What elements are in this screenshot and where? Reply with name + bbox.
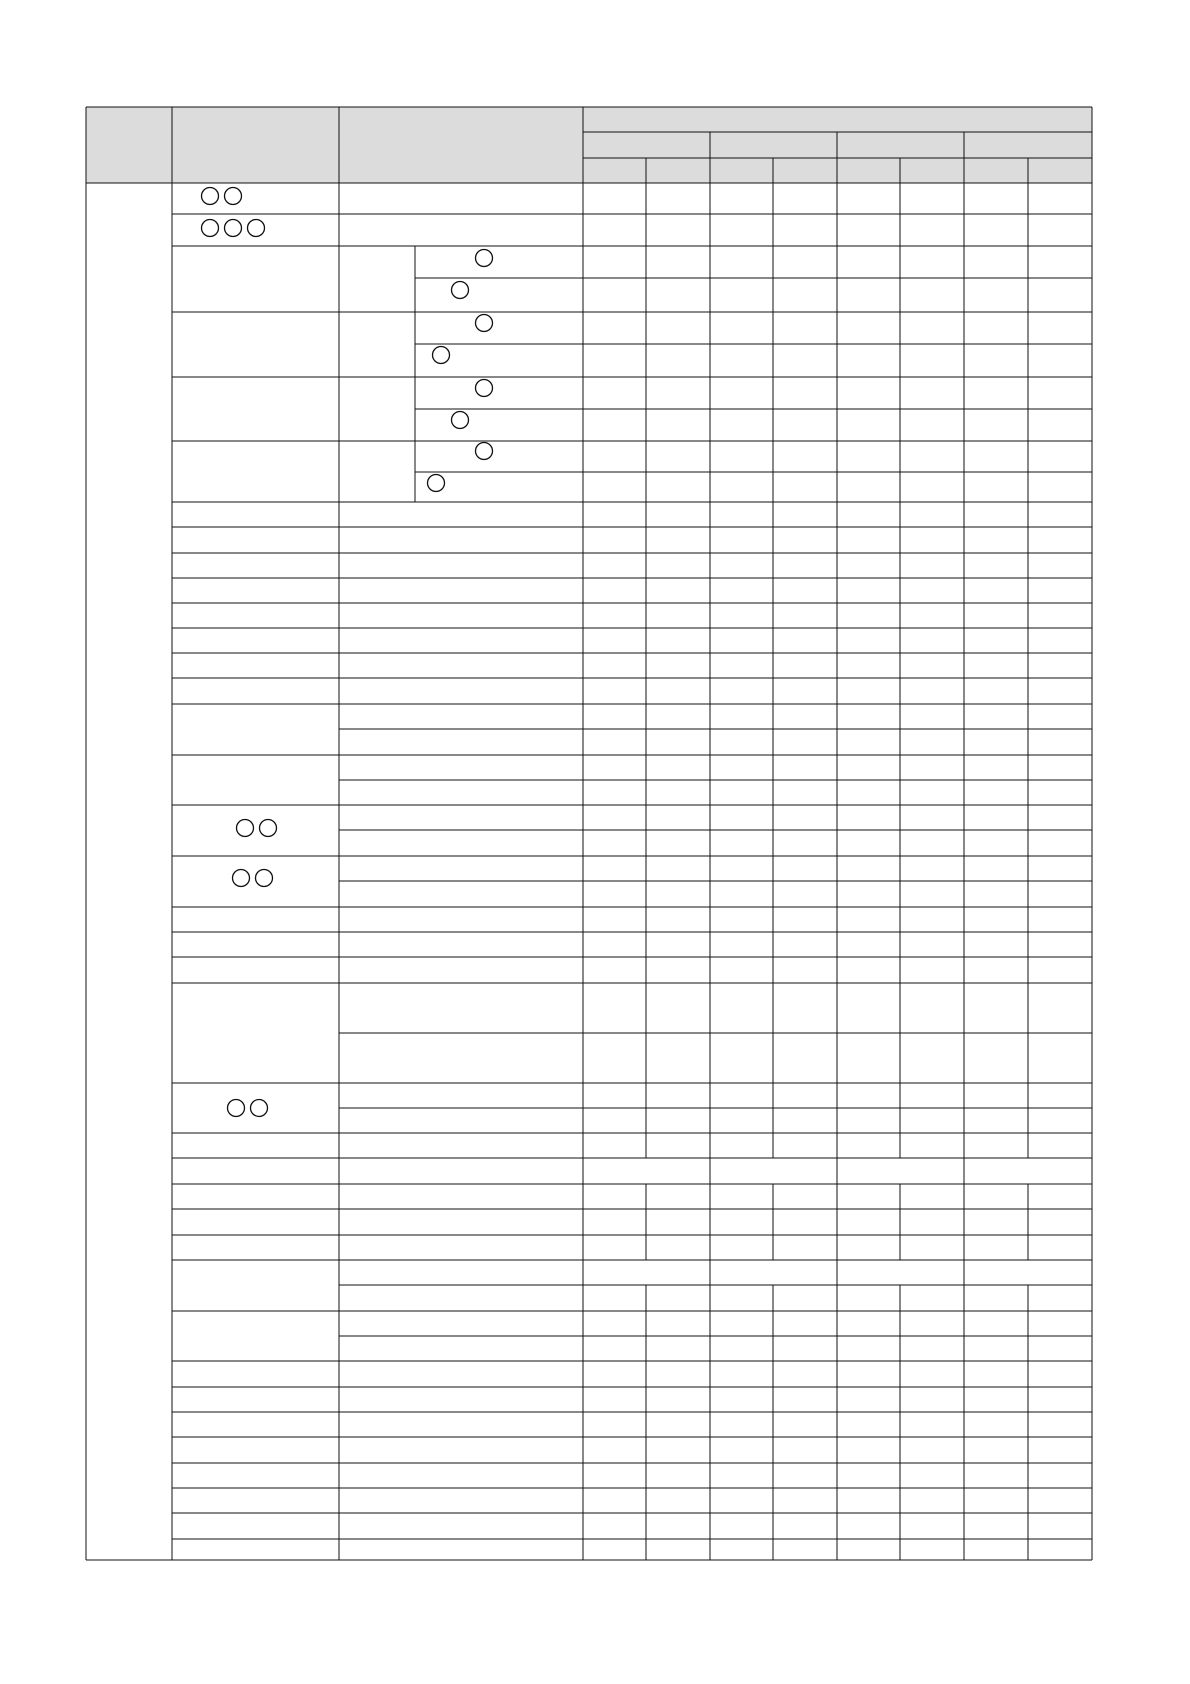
- circle-mark-15: [260, 820, 277, 837]
- circle-mark-8: [476, 315, 493, 332]
- circle-mark-9: [433, 347, 450, 364]
- circle-mark-16: [233, 870, 250, 887]
- circle-mark-2: [225, 188, 242, 205]
- circle-mark-5: [248, 220, 265, 237]
- circle-mark-7: [452, 282, 469, 299]
- circle-mark-14: [237, 820, 254, 837]
- circle-mark-12: [476, 443, 493, 460]
- circle-mark-10: [476, 380, 493, 397]
- circle-mark-4: [225, 220, 242, 237]
- circle-mark-19: [251, 1100, 268, 1117]
- circle-mark-17: [256, 870, 273, 887]
- circle-mark-11: [452, 412, 469, 429]
- circle-mark-3: [202, 220, 219, 237]
- circle-mark-6: [476, 250, 493, 267]
- circle-mark-13: [428, 475, 445, 492]
- table-header: [86, 107, 1092, 183]
- circle-mark-1: [202, 188, 219, 205]
- circle-mark-18: [228, 1100, 245, 1117]
